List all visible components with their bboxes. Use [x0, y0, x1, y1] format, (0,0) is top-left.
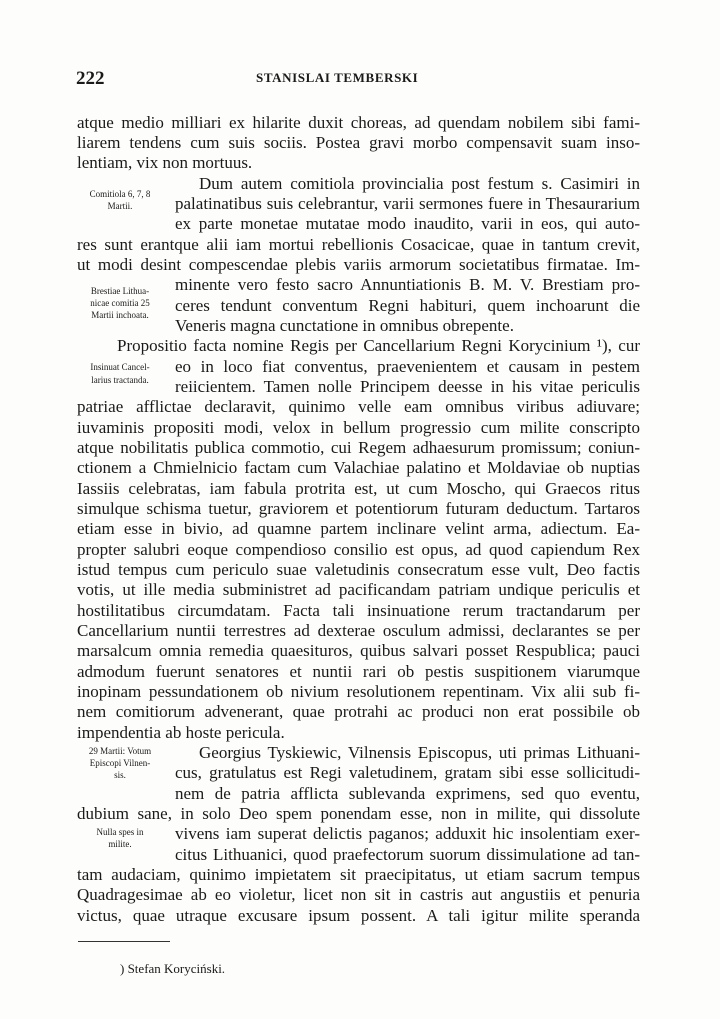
margin-note: Martii.: [107, 201, 133, 211]
margin-note: sis.: [114, 770, 126, 780]
body-line: tam audaciam, quinimo impietatem sit praecipitatus, ut etiam sacrum tempus: [77, 865, 640, 884]
page-number: 222: [76, 68, 105, 89]
body-line: vivens iam superat delictis paganos; adduxit hic insolentiam exer-: [175, 824, 640, 843]
body-line: simulque schisma tuetur, graviorem et potentiorum futuram deductum. Tartaros: [77, 499, 640, 518]
margin-note: milite.: [108, 839, 132, 849]
body-line: victus, quae utraque excusare ipsum possent. A tali igitur milite speranda: [77, 906, 640, 925]
body-line: etiam esse in bivio, ad quamne partem inclinare velint arma, adiectum. Ea-: [77, 519, 640, 538]
margin-note: Comitiola 6, 7, 8: [89, 189, 151, 199]
body-line: ctionem a Chmielnicio factam cum Valachiae palatino et Moldaviae ob nuptias: [77, 458, 640, 477]
body-line: impendentia ab hoste pericula.: [77, 723, 285, 742]
footnote: ) Stefan Koryciński.: [120, 961, 226, 976]
body-line: ut modi desint compescendae plebis variis armorum societatibus firmatae. Im-: [77, 255, 640, 274]
running-head: STANISLAI TEMBERSKI: [256, 70, 419, 85]
body-line: nem comitiorum advenerant, quae protrahi ac produci non erat possibile ob: [77, 702, 640, 721]
margin-note: 29 Martii: Votum: [88, 746, 152, 756]
body-line: Propositio facta nomine Regis per Cancellarium Regni Korycinium ¹), cur: [117, 336, 640, 355]
body-line: Quadragesimae ab eo violetur, licet non sit in castris aut angustiis et penuria: [77, 885, 640, 904]
body-line: iuvaminis propositi modi, velox in bellum progressio cum milite conscripto: [77, 418, 640, 437]
body-line: Georgius Tyskiewic, Vilnensis Episcopus, uti primas Lithuani-: [199, 743, 640, 762]
margin-note: nicae comitia 25: [90, 298, 150, 308]
body-line: reiicientem. Tamen nolle Principem deesse in his vitae periculis: [175, 377, 640, 396]
body-line: Veneris magna cunctatione in omnibus obrepente.: [175, 316, 514, 335]
body-line: minente vero festo sacro Annuntiationis B. M. V. Brestiam pro-: [175, 275, 640, 294]
body-line: atque medio milliari ex hilarite duxit choreas, ad quendam nobilem sibi fami-: [77, 113, 640, 132]
body-line: Dum autem comitiola provincialia post festum s. Casimiri in: [199, 174, 640, 193]
body-line: atque nobilitatis publica commotio, cui Regem adhaesurum promissum; coniun-: [77, 438, 640, 457]
footnote-rule: [78, 941, 170, 942]
body-line: ex parte monetae mutatae modo inaudito, varii in eos, qui auto-: [175, 214, 640, 233]
body-line: dubium sane, in solo Deo spem ponendam esse, non in milite, qui dissolute: [77, 804, 640, 823]
body-line: eo in loco fiat conventus, praevenientem et causam in pestem: [175, 357, 640, 376]
body-line: inopinam pessundationem ob nivium resolutionem repentinam. Vix alii sub fi-: [77, 682, 640, 701]
body-line: liarem tendens cum suis sociis. Postea gravi morbo compensavit suam inso-: [77, 133, 640, 152]
margin-note: larius tractanda.: [91, 375, 149, 385]
body-line: palatinatibus suis celebrantur, varii sermones fuere in Thesaurarium: [175, 194, 640, 213]
body-line: res sunt erantque alii iam mortui rebellionis Cosacicae, quae in tantum crevit,: [77, 235, 640, 254]
body-line: citus Lithuanici, quod praefectorum suorum dissimulatione ad tan-: [175, 845, 640, 864]
margin-note: Brestiae Lithua-: [90, 286, 150, 296]
body-line: propter salubri eoque compendioso consilio est opus, ad quod capiendum Rex: [77, 540, 640, 559]
body-line: marsalcum omnia remedia quaesituros, quibus salvari posset Respublica; pauci: [77, 641, 640, 660]
margin-note: Nulla spes in: [96, 827, 144, 837]
margin-note: Episcopi Vilnen-: [89, 758, 151, 768]
margin-note: Martii inchoata.: [91, 310, 149, 320]
body-line: Cancellarium nuntii terrestres ad dexterae osculum admissi, declarantes se per: [77, 621, 640, 640]
body-line: hostilitatibus circumdatam. Facta tali insinuatione rerum tractandarum per: [77, 601, 640, 620]
body-line: Iassiis celebratas, iam fabula protrita est, ut cum Moscho, qui Graecos ritus: [77, 479, 640, 498]
body-line: cus, gratulatus est Regi valetudinem, gratam sibi esse sollicitudi-: [175, 763, 640, 782]
body-line: istud tempus cum periculo suae valetudinis consecratum esse vult, Deo factis: [77, 560, 640, 579]
body-line: nem de patria afflicta sublevanda exprimens, sed quo eventu,: [175, 784, 640, 803]
body-line: votis, ut ille media subministret ad pacificandam patriam undique periculis et: [77, 580, 640, 599]
margin-note: Insinuat Cancel-: [90, 362, 150, 372]
body-line: patriae afflictae declaravit, quinimo velle eam omnibus viribus adiuvare;: [77, 397, 640, 416]
body-line: admodum fuerunt senatores et nuntii rari ob pestis suspitionem viarumque: [77, 662, 640, 681]
body-line: ceres tendunt conventum Regni habituri, quem inchoarunt die: [175, 296, 640, 315]
body-line: lentiam, vix non mortuus.: [77, 153, 253, 172]
